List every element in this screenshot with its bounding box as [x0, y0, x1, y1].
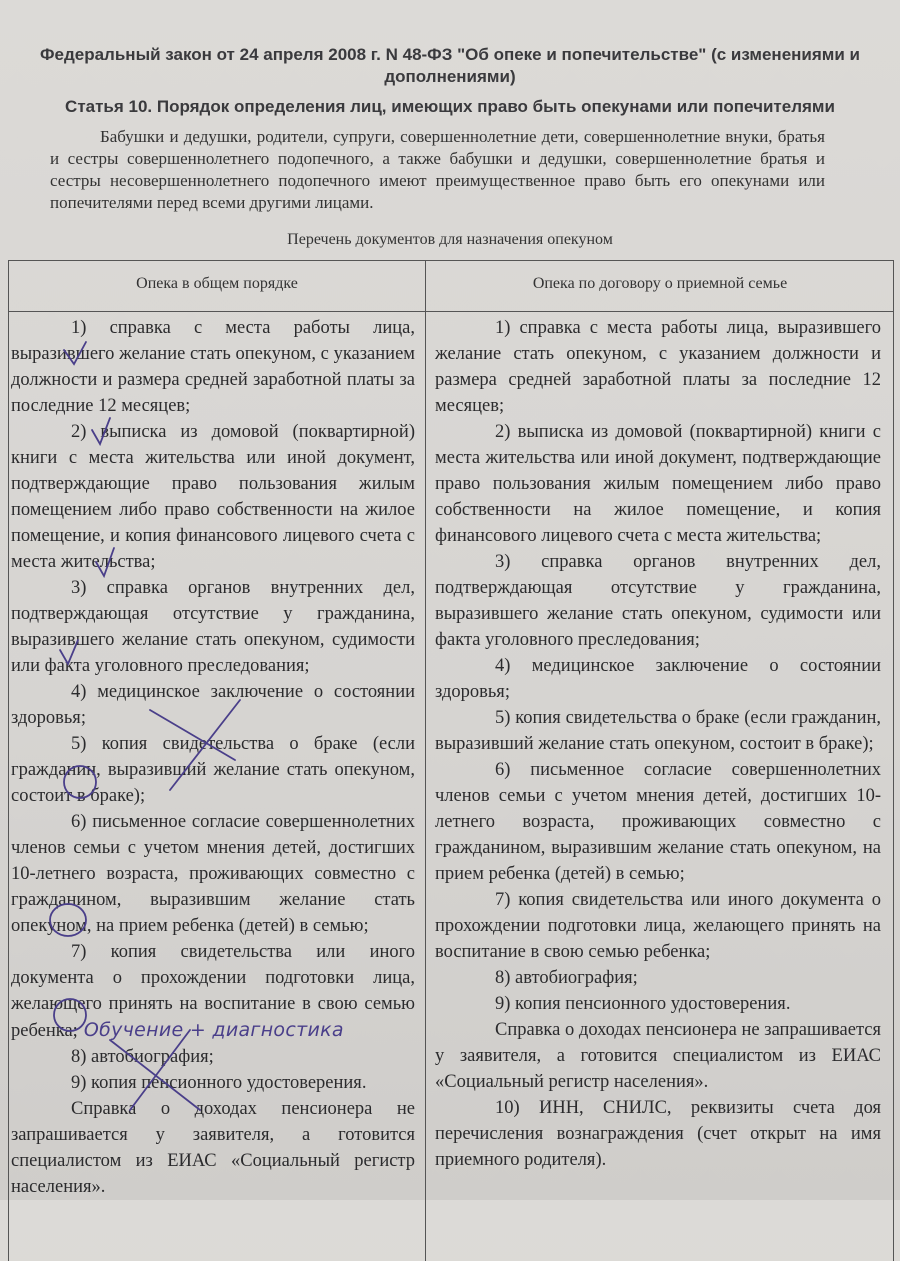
document-list-item-text: 2) выписка из домовой (поквартирной) книги с места жительства или иной документ, подтверждающие право пользования жилым помещением либо право собственности на жилое помещение, и копия финансового лицевого счета с места жительства; [435, 422, 881, 546]
document-list-item [435, 419, 881, 549]
law-title: Федеральный закон от 24 апреля 2008 г. N 48-ФЗ "Об опеке и попечительстве" (с изменениями и дополнениями) [40, 45, 860, 86]
document-list-item-text: 5) копия свидетельства о браке (если гражданин, выразивший желание стать опекуном, состоит в браке); [11, 734, 415, 806]
document-list-item [435, 653, 881, 705]
document-list-item-text: 4) медицинское заключение о состоянии здоровья; [435, 656, 881, 702]
document-list-item [435, 991, 881, 1017]
document-list-item-text: 6) письменное согласие совершеннолетних членов семьи с учетом мнения детей, достигших 10-летнего возраста, проживающих совместно с гражданином, выразившим желание стать опекуном, на прием ребенка (детей) в семью; [435, 760, 881, 884]
document-list-item [435, 887, 881, 965]
table-caption: Перечень документов для назначения опекуном [287, 231, 613, 248]
document-list-item-text: 6) письменное согласие совершеннолетних членов семьи с учетом мнения детей, достигших 10-летнего возраста, проживающих совместно с гражданином, выразившим желание стать опекуном, на прием ребенка (детей) в семью; [11, 812, 415, 936]
document-list-item-text: 8) автобиография; [495, 968, 638, 988]
document-list-item [11, 419, 415, 575]
header-divider [9, 311, 893, 312]
document-list-item-text: 10) ИНН, СНИЛС, реквизиты счета доя перечисления вознаграждения (счет открыт на имя приемного родителя). [435, 1098, 881, 1170]
document-list-item [435, 1017, 881, 1095]
document-list-item [11, 575, 415, 679]
article-title: Статья 10. Порядок определения лиц, имеющих право быть опекунами или попечителями [65, 97, 835, 116]
intro-paragraph: Бабушки и дедушки, родители, супруги, совершеннолетние дети, совершеннолетние внуки, братья и сестры совершеннолетнего подопечного, а также бабушки и дедушки, совершеннолетние братья и сестры несовершеннолетнего подопечного имеют преимущественное право быть его опекунами или попечителями перед всеми другими лицами. [50, 127, 825, 212]
document-list-item-text: Справка о доходах пенсионера не запрашивается у заявителя, а готовится специалистом из ЕИАС «Социальный регистр населения». [435, 1020, 881, 1092]
document-list-item-text: 8) автобиография; [71, 1047, 214, 1067]
right-column-header: Опека по договору о приемной семье [532, 275, 788, 292]
document-list-item [11, 1096, 415, 1200]
document-list-item [435, 549, 881, 653]
document-list-item [11, 1070, 415, 1096]
document-list-item [435, 1095, 881, 1173]
document-list-item [11, 679, 415, 731]
left-column-header: Опека в общем порядке [136, 275, 298, 292]
document-list-item-text: Справка о доходах пенсионера не запрашивается у заявителя, а готовится специалистом из ЕИАС «Социальный регистр населения». [11, 1099, 415, 1197]
document-list-item-text: 1) справка с места работы лица, выразившего желание стать опекуном, с указанием должности и размера средней заработной платы за последние 12 месяцев; [11, 318, 415, 416]
document-list-item-text: 3) справка органов внутренних дел, подтверждающая отсутствие у гражданина, выразившего желание стать опекуном, судимости или факта уголовного преследования; [435, 552, 881, 650]
document-list-item-text: 4) медицинское заключение о состоянии здоровья; [11, 682, 415, 728]
document-list-item-text: 7) копия свидетельства или иного документа о прохождении подготовки лица, желающего принять на воспитание в свою семью ребенка; [11, 942, 415, 1041]
right-column-list [435, 315, 881, 1173]
document-list-item-text: 2) выписка из домовой (поквартирной) книги с места жительства или иной документ, подтверждающие право пользования жилым помещением либо право собственности на жилое помещение, и копия финансового лицевого счета с места жительства; [11, 422, 415, 572]
document-list-item [435, 315, 881, 419]
document-list-item [11, 1044, 415, 1070]
document-list-item-text: 1) справка с места работы лица, выразившего желание стать опекуном, с указанием должности и размера средней заработной платы за последние 12 месяцев; [435, 318, 881, 416]
document-list-item [11, 939, 415, 1044]
document-list-item [11, 731, 415, 809]
document-list-item-text: 3) справка органов внутренних дел, подтверждающая отсутствие у гражданина, выразившего желание стать опекуном, судимости или факта уголовного преследования; [11, 578, 415, 676]
document-list-item-text: 9) копия пенсионного удостоверения. [71, 1073, 367, 1093]
document-list-item-text: 7) копия свидетельства или иного документа о прохождении подготовки лица, желающего принять на воспитание в свою семью ребенка; [435, 890, 881, 962]
document-list-item-text: 9) копия пенсионного удостоверения. [495, 994, 791, 1014]
document-list-item [435, 757, 881, 887]
handwritten-note: Обучение + диагностика [83, 1019, 344, 1041]
document-list-item [11, 809, 415, 939]
document-list-item [11, 315, 415, 419]
document-list-item-text: 5) копия свидетельства о браке (если гражданин, выразивший желание стать опекуном, состоит в браке); [435, 708, 881, 754]
document-list-item [435, 965, 881, 991]
document-list-item [435, 705, 881, 757]
left-column-list [11, 315, 415, 1200]
documents-table [8, 260, 894, 1261]
column-divider [425, 261, 426, 1261]
